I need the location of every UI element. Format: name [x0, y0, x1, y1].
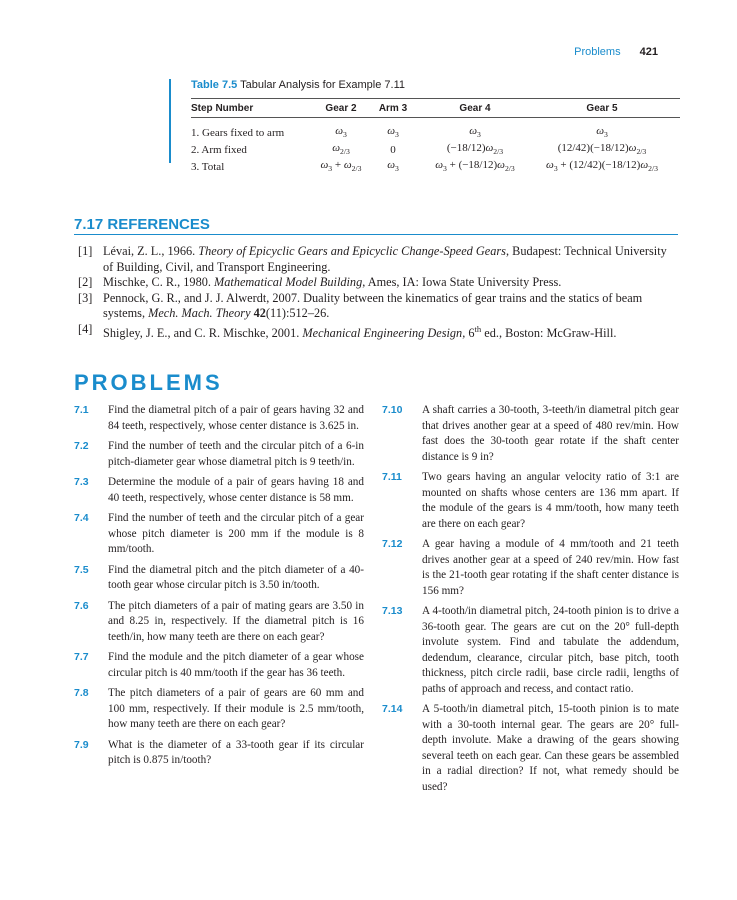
problem-text: Find the module and the pitch diameter of a gear whose circular pitch is 40 mm/tooth if the gear has 36 teeth.	[108, 651, 364, 679]
table-accent-bar	[169, 79, 171, 163]
reference-item: [4] Shigley, J. E., and C. R. Mischke, 2001. Mechanical Engineering Design, 6th ed., Boston: McGraw-Hill.	[78, 321, 617, 340]
references-list	[74, 244, 678, 341]
table-header-cell: Gear 5	[586, 102, 618, 114]
reference-tag: [1]	[78, 244, 93, 258]
problem-text: The pitch diameters of a pair of gears are 60 mm and 100 mm, respectively. If their module is 2.5 mm/tooth, how many teeth are there on each gear?	[108, 687, 364, 730]
table-header-row	[191, 99, 680, 117]
reference-tag: [3]	[78, 290, 93, 305]
references-heading: 7.17 REFERENCES	[74, 216, 678, 235]
problem-number: 7.2	[74, 440, 89, 452]
problem-number: 7.5	[74, 563, 89, 576]
problem-text: Find the number of teeth and the circular pitch of a gear whose pitch diameter is 200 mm if the module is 8 mm/tooth.	[108, 512, 364, 555]
table-header-cell: Arm 3	[378, 102, 408, 114]
problem-number: 7.9	[74, 738, 89, 751]
problem-text: What is the diameter of a 33-tooth gear if its circular pitch is 0.875 in/tooth?	[108, 738, 364, 766]
problem-number: 7.14	[382, 703, 403, 715]
table-caption	[191, 79, 680, 91]
table-cell: 0	[390, 143, 396, 156]
table-cell: $(12/42)(-18/12)\omega_{2/3}$	[557, 142, 647, 157]
problem-text: The pitch diameters of a pair of mating gears are 3.50 in and 8.25 in, respectively. If the diametral pitch is 16 teeth/in, how many teeth are there on each gear?	[108, 599, 364, 643]
table-cell: $(-18/12)\omega_{2/3}$	[446, 142, 504, 157]
table-body-wrapper	[191, 98, 680, 175]
table-caption-text: Tabular Analysis for Example 7.11	[240, 79, 406, 91]
problem-number: 7.11	[382, 471, 402, 483]
problem-item	[382, 537, 679, 599]
running-header	[574, 46, 658, 58]
table-body	[191, 118, 680, 175]
problem-number: 7.8	[74, 687, 89, 699]
table-cell: $\omega_3 + (-18/12)\omega_{2/3}$	[435, 159, 515, 174]
problem-number: 7.7	[74, 651, 89, 663]
problem-item	[74, 475, 364, 506]
problem-text: Find the diametral pitch and the pitch diameter of a 40-tooth gear whose circular pitch is 3.50 in/tooth.	[108, 563, 364, 591]
reference-item: [3] Pennock, G. R., and J. J. Alwerdt, 2007. Duality between the kinematics of gear trains and the statics of beam systems, Mech. Mach. Theory 42(11):512–26.	[78, 290, 643, 320]
table-row	[191, 141, 680, 158]
problem-item	[74, 511, 364, 558]
problem-item	[74, 403, 364, 434]
problem-item	[74, 686, 364, 733]
table-header-cell: Step Number	[191, 102, 254, 114]
problem-text: Find the diametral pitch of a pair of gears having 32 and 84 teeth, respectively, whose center distance is 3.625 in.	[108, 404, 364, 432]
problem-number: 7.4	[74, 512, 89, 524]
table-cell: $\omega_3$	[335, 125, 347, 140]
problem-number: 7.13	[382, 605, 403, 617]
problem-item	[74, 599, 364, 646]
problem-text: A shaft carries a 30-tooth, 3-teeth/in diametral pitch gear that drives another gear at a speed of 480 rev/min. How fast does the 30-tooth gear rotate if the shaft center distance is 9 in?	[422, 404, 679, 463]
table-row	[191, 124, 680, 141]
problem-text: Find the number of teeth and the circular pitch of a 6-in pitch-diameter gear whose diametral pitch is 9 teeth/in.	[108, 440, 364, 468]
table-cell: $\omega_3 + \omega_{2/3}$	[320, 159, 362, 174]
problem-item	[382, 470, 679, 532]
table-row	[191, 158, 680, 175]
problems-column-left	[74, 403, 364, 774]
problem-item	[74, 439, 364, 470]
table-cell: $\omega_3$	[387, 159, 399, 174]
problem-item	[382, 702, 679, 795]
table-cell: $\omega_3$	[596, 125, 608, 140]
page-number: 421	[639, 46, 658, 58]
problem-item	[74, 738, 364, 769]
problem-item	[74, 563, 364, 594]
problem-text: A 4-tooth/in diametral pitch, 24-tooth pinion is to drive a 36-tooth gear. The gears are cut on the 20° full-depth involute system. Find and tabulate the addendum, dedendum, clearance, circular pitch, base pitch, tooth thickness, pitch circle radii, base circle radii, lengths of paths of approach and recess, and contact ratio.	[422, 605, 679, 695]
problem-number: 7.3	[74, 476, 89, 488]
problem-item	[74, 650, 364, 681]
problem-number: 7.6	[74, 599, 89, 612]
problem-text: A gear having a module of 4 mm/tooth and 21 teeth drives another gear at a speed of 240 rev/min. How fast is the 21-tooth gear rotating if the shaft center distance is 156 mm?	[422, 538, 679, 597]
reference-item: [1] Lévai, Z. L., 1966. Theory of Epicyclic Gears and Epicyclic Change-Speed Gears, Budapest: Technical University of Building, Civil, and Transport Engineering.	[78, 244, 667, 274]
problems-heading: PROBLEMS	[74, 370, 223, 395]
problem-item	[382, 604, 679, 697]
problems-column-right	[382, 403, 679, 800]
table-cell: 1. Gears fixed to arm	[191, 126, 285, 139]
table-cell: 3. Total	[191, 160, 225, 173]
reference-tag: [4]	[78, 321, 93, 336]
header-section: Problems	[574, 46, 621, 58]
table-cell: $\omega_3$	[469, 125, 481, 140]
problem-number: 7.1	[74, 404, 89, 416]
problem-text: Two gears having an angular velocity ratio of 3:1 are mounted on shafts whose centers are 136 mm apart. If the module of the gears is 4 mm/tooth, how many teeth are there on each gear?	[422, 471, 679, 530]
reference-tag: [2]	[78, 275, 93, 289]
problem-item	[382, 403, 679, 465]
table-header-cell: Gear 2	[325, 102, 357, 114]
table-header-cell: Gear 4	[459, 102, 491, 114]
problem-number: 7.10	[382, 404, 403, 416]
table-7-5	[175, 79, 680, 175]
problem-text: A 5-tooth/in diametral pitch, 15-tooth pinion is to mate with a 30-tooth internal gear. The gears are 20° full-depth involute. Make a drawing of the gears showing several teeth on each gear. Can these gears be assembled in a radial direction? If not, what remedy should be used?	[422, 703, 679, 793]
table-cell: $\omega_{2/3}$	[332, 142, 350, 157]
problem-text: Determine the module of a pair of gears having 18 and 40 teeth, respectively, whose center distance is 58 mm.	[108, 476, 364, 504]
table-cell: 2. Arm fixed	[191, 143, 247, 156]
problem-number: 7.12	[382, 538, 403, 550]
table-caption-label: Table 7.5	[191, 79, 238, 91]
table-cell: $\omega_3$	[387, 125, 399, 140]
table-cell: $\omega_3 + (12/42)(-18/12)\omega_{2/3}$	[546, 159, 658, 174]
reference-item: [2] Mischke, C. R., 1980. Mathematical Model Building, Ames, IA: Iowa State University Press.	[78, 275, 562, 289]
